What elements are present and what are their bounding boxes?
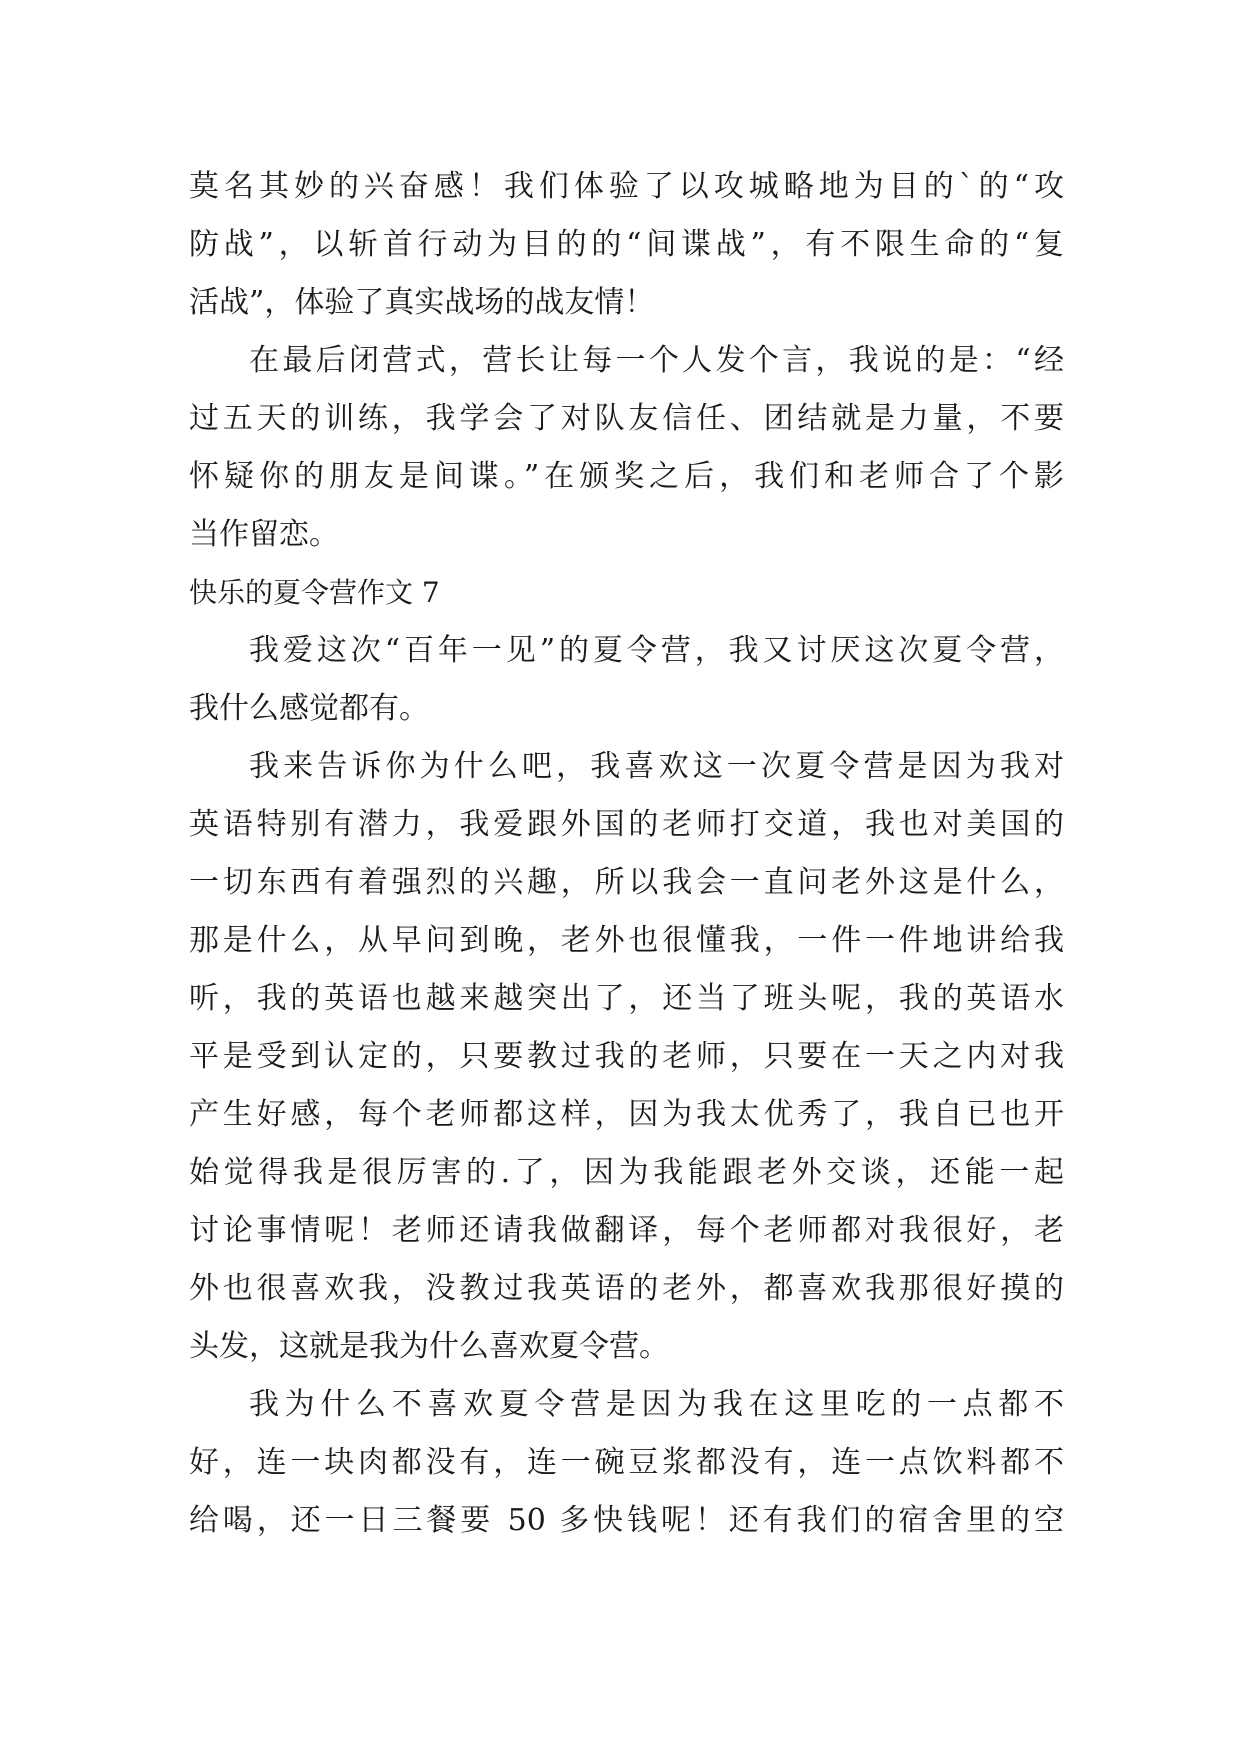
- text-line: 那是什么，从早问到晚，老外也很懂我，一件一件地讲给我: [189, 923, 1064, 958]
- text-line: 听，我的英语也越来越突出了，还当了班头呢，我的英语水: [189, 981, 1064, 1016]
- text-line: 我为什么不喜欢夏令营是因为我在这里吃的一点都不: [249, 1387, 1064, 1422]
- paragraph-1: [189, 158, 1064, 332]
- section-heading: 快乐的夏令营作文 7: [189, 576, 440, 609]
- text-line: 当作留恋。: [189, 517, 339, 552]
- text-line: 我爱这次“百年一见”的夏令营，我又讨厌这次夏令营，: [249, 633, 1064, 668]
- text-line: 怀疑你的朋友是间谍。”在颁奖之后，我们和老师合了个影: [189, 459, 1064, 494]
- text-line: 头发，这就是我为什么喜欢夏令营。: [189, 1329, 669, 1364]
- text-line: 防战”，以斩首行动为目的的“间谍战”，有不限生命的“复: [189, 227, 1064, 262]
- paragraph-3: [189, 622, 1064, 738]
- text-line: 外也很喜欢我，没教过我英语的老外，都喜欢我那很好摸的: [189, 1271, 1064, 1306]
- text-line: 过五天的训练，我学会了对队友信任、团结就是力量，不要: [189, 401, 1064, 436]
- text-line: 平是受到认定的，只要教过我的老师，只要在一天之内对我: [189, 1039, 1064, 1074]
- text-line: 一切东西有着强烈的兴趣，所以我会一直问老外这是什么，: [189, 865, 1064, 900]
- text-line: 产生好感，每个老师都这样，因为我太优秀了，我自已也开: [189, 1097, 1064, 1132]
- text-line: 好，连一块肉都没有，连一碗豆浆都没有，连一点饮料都不: [189, 1445, 1064, 1480]
- text-line: 英语特别有潜力，我爱跟外国的老师打交道，我也对美国的: [189, 807, 1064, 842]
- text-line: 我来告诉你为什么吧，我喜欢这一次夏令营是因为我对: [249, 749, 1064, 784]
- paragraph-2: [189, 332, 1064, 564]
- paragraph-5: [189, 1376, 1064, 1550]
- text-line: 给喝，还一日三餐要 50 多快钱呢！还有我们的宿舍里的空: [189, 1503, 1064, 1538]
- text-line: 活战”，体验了真实战场的战友情！: [189, 285, 655, 320]
- text-line: 莫名其妙的兴奋感！我们体验了以攻城略地为目的`的“攻: [189, 169, 1064, 204]
- text-line: 始觉得我是很厉害的.了，因为我能跟老外交谈，还能一起: [189, 1155, 1064, 1190]
- document-body: [189, 158, 1064, 1550]
- text-line: 在最后闭营式，营长让每一个人发个言，我说的是：“经: [249, 343, 1064, 378]
- paragraph-4: [189, 738, 1064, 1376]
- text-line: 我什么感觉都有。: [189, 691, 429, 726]
- text-line: 讨论事情呢！老师还请我做翻译，每个老师都对我很好，老: [189, 1213, 1064, 1248]
